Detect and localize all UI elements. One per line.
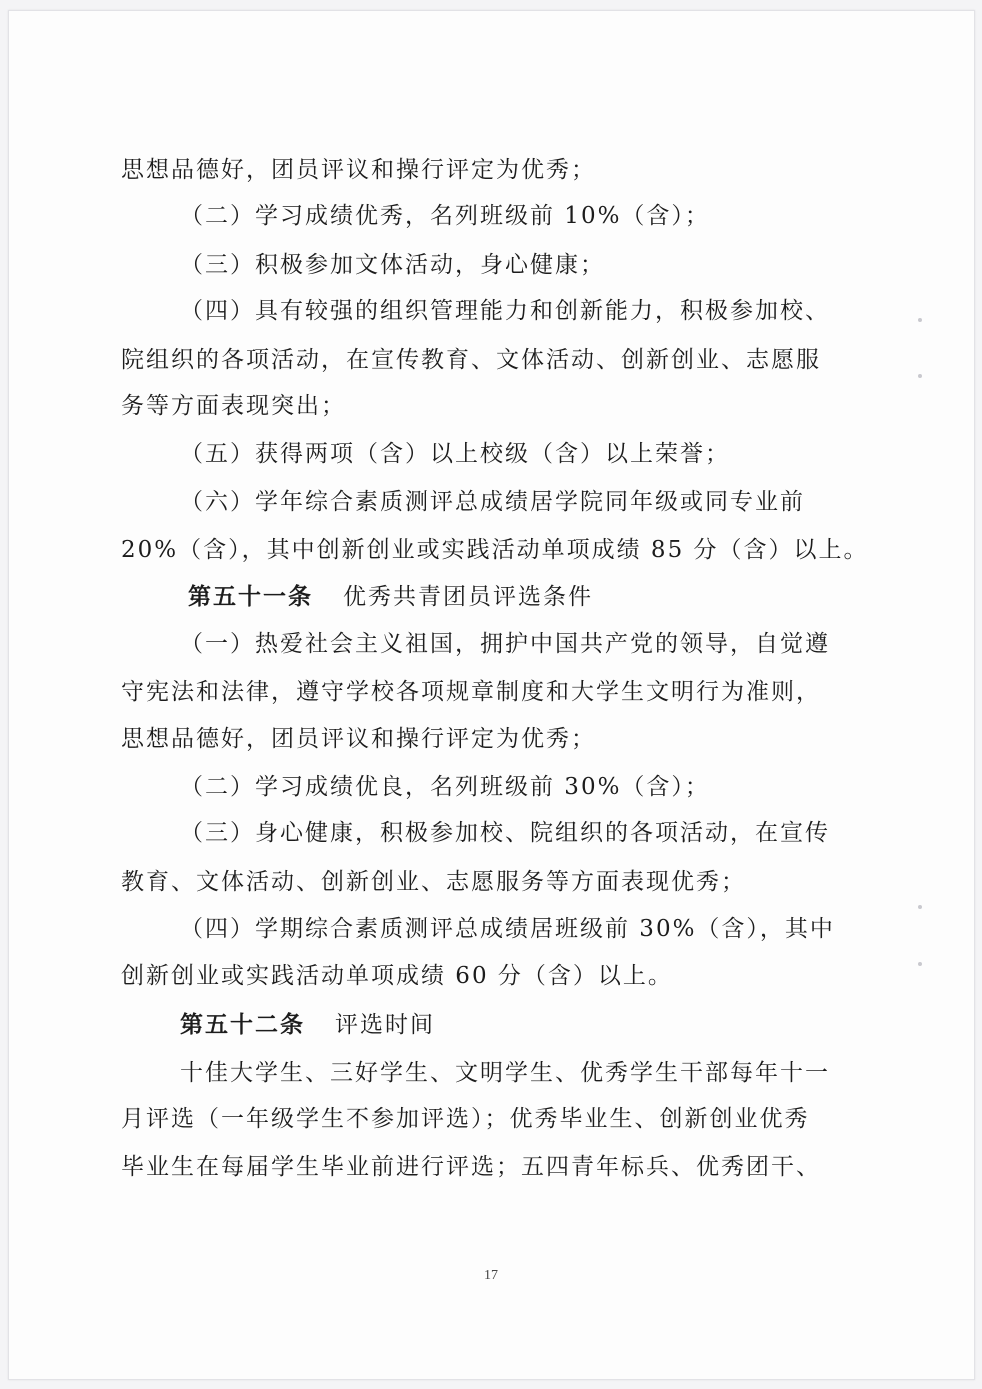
punch-hole-mark [918,374,922,378]
text-line: （三）积极参加文体活动，身心健康； [180,252,605,278]
text-line: （六）学年综合素质测评总成绩居学院同年级或同专业前 [180,489,805,515]
text-line: （四）学期综合素质测评总成绩居班级前 30%（含），其中 [180,916,835,942]
page-number: 17 [484,1268,498,1283]
text-line: 毕业生在每届学生毕业前进行评选；五四青年标兵、优秀团干、 [121,1154,821,1180]
punch-hole-mark [918,962,922,966]
text-line: （一）热爱社会主义祖国，拥护中国共产党的领导，自觉遵 [180,631,830,657]
article-heading [180,1010,435,1040]
text-line: 务等方面表现突出； [121,393,346,419]
text-line: 创新创业或实践活动单项成绩 60 分（含）以上。 [121,963,673,989]
article-title: 评选时间 [335,1012,435,1038]
article-number: 第五十一条 [188,583,313,610]
text-line: （三）身心健康，积极参加校、院组织的各项活动，在宣传 [180,820,830,846]
text-line: 十佳大学生、三好学生、文明学生、优秀学生干部每年十一 [180,1060,830,1086]
text-line: 月评选（一年级学生不参加评选）；优秀毕业生、创新创业优秀 [121,1106,810,1132]
text-line: 20%（含），其中创新创业或实践活动单项成绩 85 分（含）以上。 [121,537,869,563]
article-heading [188,582,593,612]
article-title: 优秀共青团员评选条件 [343,584,593,610]
punch-hole-mark [918,318,922,322]
text-line: 院组织的各项活动，在宣传教育、文体活动、创新创业、志愿服 [121,347,821,373]
text-line: （二）学习成绩优秀，名列班级前 10%（含）； [180,203,710,229]
text-line: 思想品德好，团员评议和操行评定为优秀； [121,726,596,752]
text-line: 守宪法和法律，遵守学校各项规章制度和大学生文明行为准则， [121,679,821,705]
text-line: （四）具有较强的组织管理能力和创新能力，积极参加校、 [180,298,830,324]
text-line: 思想品德好，团员评议和操行评定为优秀； [121,157,596,183]
text-line: （二）学习成绩优良，名列班级前 30%（含）； [180,774,710,800]
punch-hole-mark [918,905,922,909]
text-line: （五）获得两项（含）以上校级（含）以上荣誉； [180,441,730,467]
text-line: 教育、文体活动、创新创业、志愿服务等方面表现优秀； [121,869,746,895]
article-number: 第五十二条 [180,1011,305,1038]
